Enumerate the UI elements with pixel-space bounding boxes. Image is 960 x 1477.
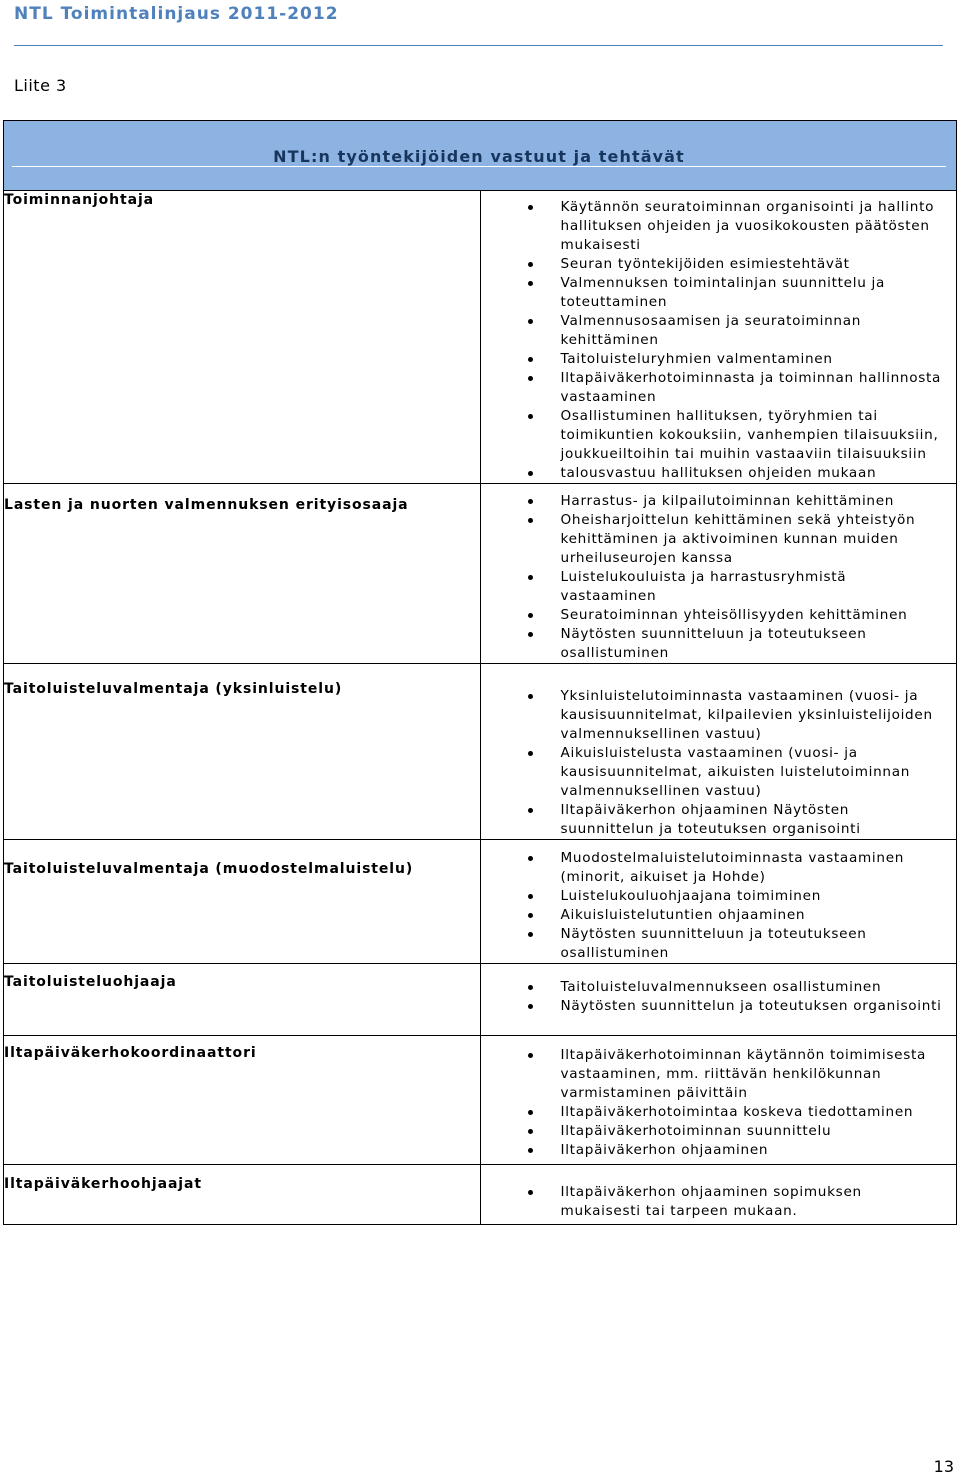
duty-list xyxy=(481,191,957,483)
duty-item: Valmennuksen toimintalinjan suunnittelu ja toteuttaminen xyxy=(561,274,947,312)
duties-cell xyxy=(480,484,957,664)
duty-item: Yksinluistelutoiminnasta vastaaminen (vuosi- ja kausisuunnitelmat, kilpailevien yksinluistelijoiden valmennuksellinen vastuu) xyxy=(561,687,947,744)
role-title: Taitoluisteluvalmentaja (yksinluistelu) xyxy=(4,681,343,697)
duties-cell xyxy=(480,191,957,484)
role-title: Iltapäiväkerhoohjaajat xyxy=(4,1176,202,1192)
duty-item: Iltapäiväkerhotoiminnan suunnittelu xyxy=(561,1122,947,1141)
duty-item: Iltapäiväkerhotoiminnasta ja toiminnan hallinnosta vastaaminen xyxy=(561,369,947,407)
duty-item: Harrastus- ja kilpailutoiminnan kehittäminen xyxy=(561,492,947,511)
role-cell xyxy=(4,1036,481,1165)
duty-item: Seuratoiminnan yhteisöllisyyden kehittäminen xyxy=(561,606,947,625)
header-divider xyxy=(14,45,943,46)
role-cell xyxy=(4,840,481,964)
duty-item: Aikuisluistelusta vastaaminen (vuosi- ja kausisuunnitelmat, aikuisten luistelutoiminnan valmennuksellinen vastuu) xyxy=(561,744,947,801)
annex-label: Liite 3 xyxy=(14,76,67,95)
table-row xyxy=(4,1036,957,1165)
role-title: Taitoluisteluohjaaja xyxy=(4,974,177,990)
role-title: Lasten ja nuorten valmennuksen erityisosaaja xyxy=(4,497,409,513)
duty-item: Luistelukouluista ja harrastusryhmistä vastaaminen xyxy=(561,568,947,606)
document-header-title: NTL Toimintalinjaus 2011-2012 xyxy=(14,4,339,24)
duties-cell xyxy=(480,1036,957,1165)
role-cell xyxy=(4,1165,481,1225)
duty-item: Aikuisluistelutuntien ohjaaminen xyxy=(561,906,947,925)
table-row xyxy=(4,484,957,664)
table-heading-cell xyxy=(4,121,957,191)
duty-item: Näytösten suunnittelun ja toteutuksen organisointi xyxy=(561,997,947,1016)
table-heading: NTL:n työntekijöiden vastuut ja tehtävät xyxy=(273,147,685,166)
table-heading-row xyxy=(4,121,957,191)
role-title: Iltapäiväkerhokoordinaattori xyxy=(4,1045,257,1061)
duty-item: Luistelukouluohjaajana toimiminen xyxy=(561,887,947,906)
responsibilities-table xyxy=(3,120,957,1225)
duties-cell xyxy=(480,1165,957,1225)
duties-cell xyxy=(480,840,957,964)
duty-item: Iltapäiväkerhon ohjaaminen Näytösten suunnittelun ja toteutuksen organisointi xyxy=(561,801,947,839)
duty-item: Taitoluisteluryhmien valmentaminen xyxy=(561,350,947,369)
duty-item: Muodostelmaluistelutoiminnasta vastaaminen (minorit, aikuiset ja Hohde) xyxy=(561,849,947,887)
duty-item: Iltapäiväkerhon ohjaaminen sopimuksen mukaisesti tai tarpeen mukaan. xyxy=(561,1183,947,1221)
duty-list xyxy=(481,1165,957,1221)
duty-item: Oheisharjoittelun kehittäminen sekä yhteistyön kehittäminen ja aktivoiminen kunnan muiden urheiluseurojen kanssa xyxy=(561,511,947,568)
table-row xyxy=(4,840,957,964)
role-title: Taitoluisteluvalmentaja (muodostelmaluistelu) xyxy=(4,861,414,877)
role-cell xyxy=(4,964,481,1036)
duty-item: Osallistuminen hallituksen, työryhmien tai toimikuntien kokouksiin, vanhempien tilaisuuksiin, joukkueiltoihin tai muihin vastaaviin tilaisuuksiin xyxy=(561,407,947,464)
table-row xyxy=(4,964,957,1036)
duty-item: Iltapäiväkerhotoiminnan käytännön toimimisesta vastaaminen, mm. riittävän henkilökunnan varmistaminen päivittäin xyxy=(561,1046,947,1103)
page-number: 13 xyxy=(933,1457,954,1476)
table-row xyxy=(4,1165,957,1225)
role-cell xyxy=(4,191,481,484)
role-title: Toiminnanjohtaja xyxy=(4,192,155,208)
duty-list xyxy=(481,664,957,839)
duties-cell xyxy=(480,964,957,1036)
duty-item: Näytösten suunnitteluun ja toteutukseen osallistuminen xyxy=(561,625,947,663)
role-cell xyxy=(4,484,481,664)
duties-cell xyxy=(480,664,957,840)
duty-item: talousvastuu hallituksen ohjeiden mukaan xyxy=(561,464,947,483)
duty-item: Käytännön seuratoiminnan organisointi ja hallinto hallituksen ohjeiden ja vuosikokousten päätösten mukaisesti xyxy=(561,198,947,255)
duty-item: Iltapäiväkerhotoimintaa koskeva tiedottaminen xyxy=(561,1103,947,1122)
role-cell xyxy=(4,664,481,840)
duty-item: Iltapäiväkerhon ohjaaminen xyxy=(561,1141,947,1160)
duty-list xyxy=(481,484,957,663)
table-row xyxy=(4,664,957,840)
duty-item: Valmennusosaamisen ja seuratoiminnan kehittäminen xyxy=(561,312,947,350)
duty-list xyxy=(481,1036,957,1160)
duty-item: Taitoluisteluvalmennukseen osallistuminen xyxy=(561,978,947,997)
duty-item: Seuran työntekijöiden esimiestehtävät xyxy=(561,255,947,274)
table-row xyxy=(4,191,957,484)
duty-list xyxy=(481,964,957,1016)
duty-item: Näytösten suunnitteluun ja toteutukseen osallistuminen xyxy=(561,925,947,963)
duty-list xyxy=(481,840,957,963)
